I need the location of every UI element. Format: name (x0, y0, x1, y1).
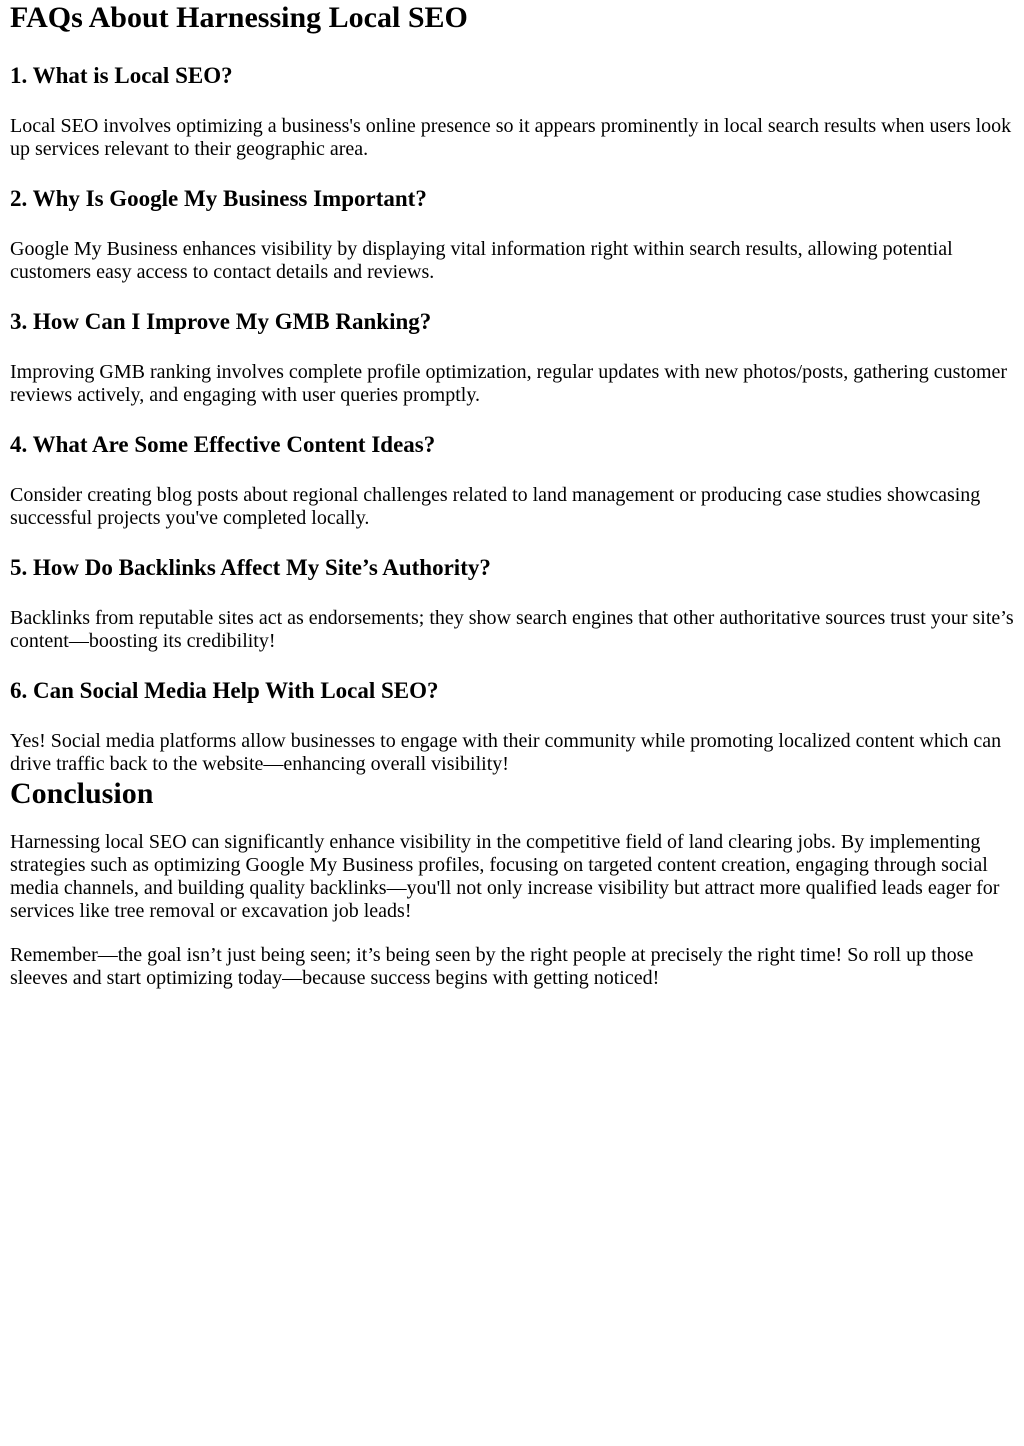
faq-answer: Local SEO involves optimizing a business's online presence so it appears prominently in local search results when users look up services relevant to their geographic area. (10, 115, 1012, 160)
conclusion-heading: Conclusion (10, 777, 154, 810)
conclusion-paragraph: Harnessing local SEO can significantly enhance visibility in the competitive field of land clearing jobs. By implementing strategies such as optimizing Google My Business profiles, focusing on targeted content creation, engaging through social media channels, and building quality backlinks—you'll not only increase visibility but attract more qualified leads eager for services like tree removal or excavation job leads! (10, 831, 1000, 922)
faq-item (10, 308, 1014, 407)
faq-answer: Consider creating blog posts about regional challenges related to land management or producing case studies showcasing successful projects you've completed locally. (10, 484, 981, 529)
faq-item (10, 62, 1014, 161)
faq-item (10, 677, 1014, 776)
faq-item (10, 431, 1014, 530)
faq-answer: Backlinks from reputable sites act as endorsements; they show search engines that other authoritative sources trust your site’s content—boosting its credibility! (10, 607, 1014, 652)
faq-question: 6. Can Social Media Help With Local SEO? (10, 678, 439, 703)
faq-item (10, 554, 1014, 653)
faq-item (10, 185, 1014, 284)
faq-list (10, 62, 1014, 776)
faq-answer: Yes! Social media platforms allow businesses to engage with their community while promoting localized content which can drive traffic back to the website—enhancing overall visibility! (10, 730, 1002, 775)
conclusion-paragraph: Remember—the goal isn’t just being seen; it’s being seen by the right people at precisely the right time! So roll up those sleeves and start optimizing today—because success begins with getting noticed! (10, 944, 974, 989)
faq-answer: Improving GMB ranking involves complete profile optimization, regular updates with new photos/posts, gathering customer reviews actively, and engaging with user queries promptly. (10, 361, 1008, 406)
page-title: FAQs About Harnessing Local SEO (10, 1, 468, 34)
faq-question: 3. How Can I Improve My GMB Ranking? (10, 309, 432, 334)
faq-answer: Google My Business enhances visibility by displaying vital information right within search results, allowing potential customers easy access to contact details and reviews. (10, 238, 953, 283)
faq-question: 4. What Are Some Effective Content Ideas? (10, 432, 436, 457)
faq-question: 5. How Do Backlinks Affect My Site’s Authority? (10, 555, 491, 580)
faq-question: 2. Why Is Google My Business Important? (10, 186, 427, 211)
faq-question: 1. What is Local SEO? (10, 63, 233, 88)
